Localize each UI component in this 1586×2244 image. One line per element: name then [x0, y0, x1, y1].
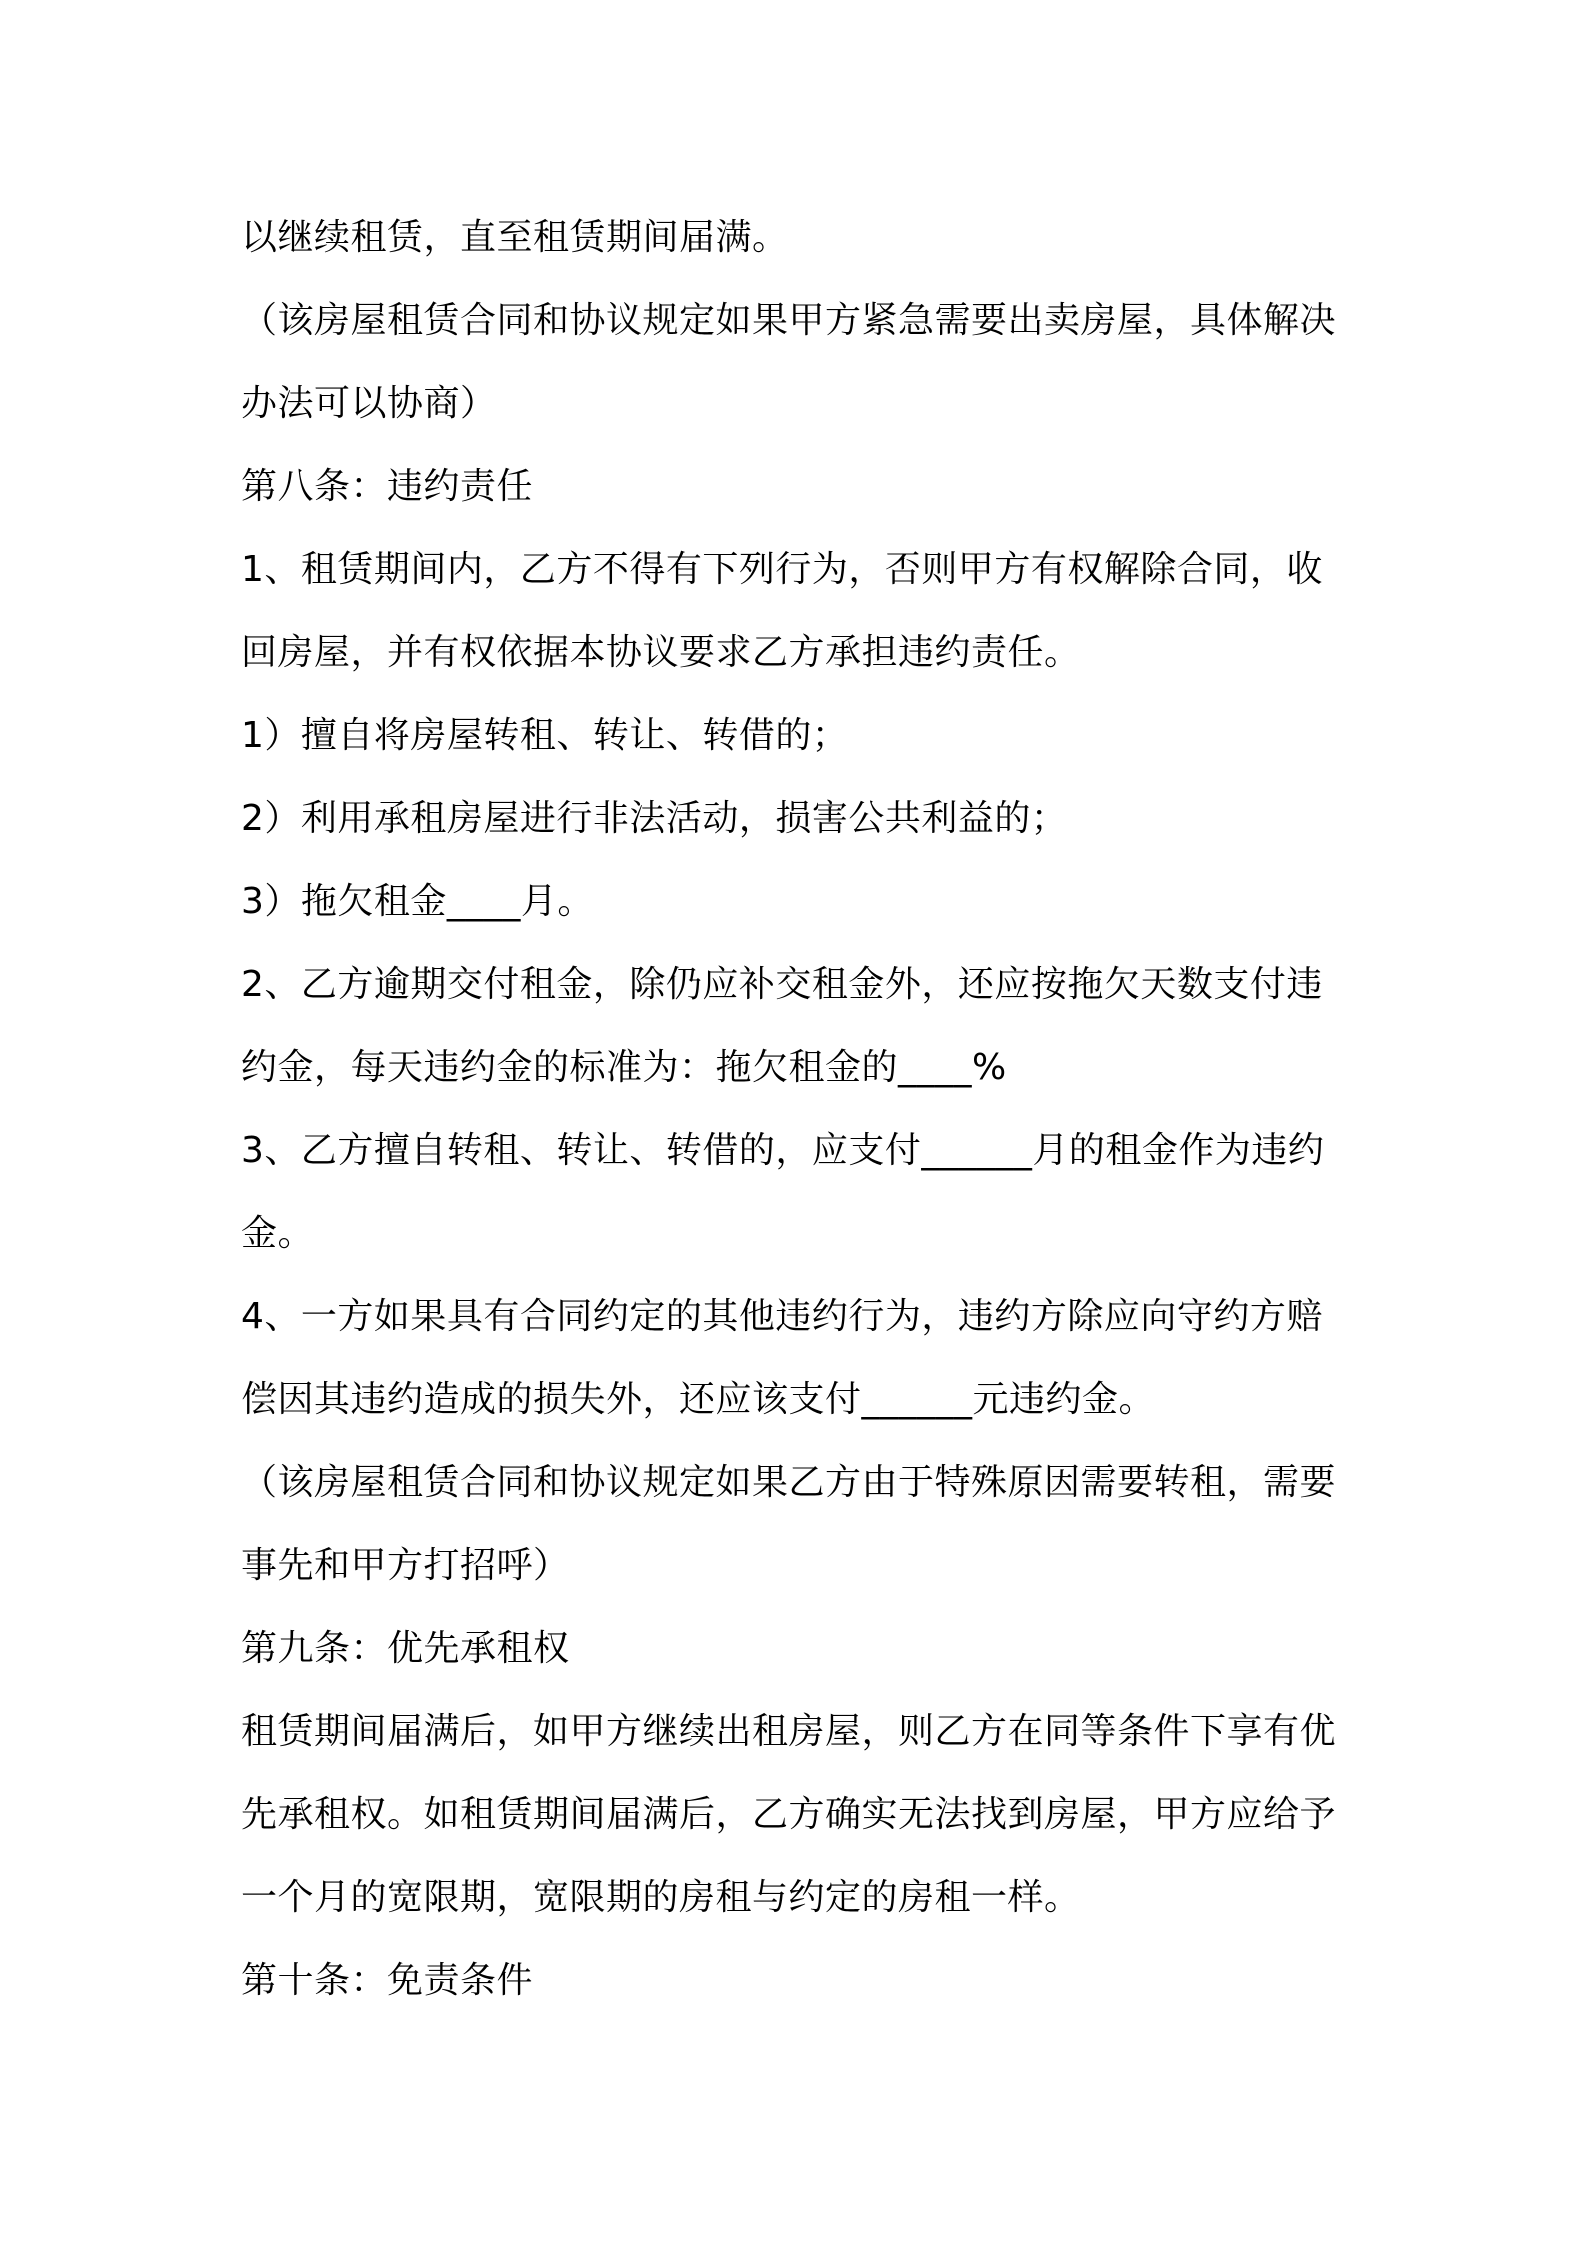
clause-line: 3、乙方擅自转租、转让、转借的，应支付______月的租金作为违约 — [241, 1130, 1325, 1171]
clause-line: 2、乙方逾期交付租金，除仍应补交租金外，还应按拖欠天数支付违 — [241, 964, 1323, 1005]
paragraph-line: 以继续租赁，直至租赁期间届满。 — [241, 217, 789, 258]
clause-line: 偿因其违约造成的损失外，还应该支付______元违约金。 — [241, 1379, 1156, 1420]
note-line: 办法可以协商） — [241, 383, 497, 424]
note-line: 事先和甲方打招呼） — [241, 1545, 570, 1586]
note-line: （该房屋租赁合同和协议规定如果乙方由于特殊原因需要转租，需要 — [241, 1462, 1337, 1503]
article-heading-9: 第九条：优先承租权 — [241, 1628, 570, 1669]
clause-line: 约金，每天违约金的标准为：拖欠租金的____% — [241, 1047, 1007, 1088]
paragraph-line: 租赁期间届满后，如甲方继续出租房屋，则乙方在同等条件下享有优 — [241, 1711, 1337, 1752]
clause-line: 4、一方如果具有合同约定的其他违约行为，违约方除应向守约方赔 — [241, 1296, 1323, 1337]
paragraph-line: 先承租权。如租赁期间届满后，乙方确实无法找到房屋，甲方应给予 — [241, 1794, 1337, 1835]
contract-text — [241, 196, 1356, 2022]
sub-clause-line: 1）擅自将房屋转租、转让、转借的； — [241, 715, 849, 756]
clause-line: 1、租赁期间内，乙方不得有下列行为，否则甲方有权解除合同，收 — [241, 549, 1323, 590]
article-heading-8: 第八条：违约责任 — [241, 466, 534, 507]
clause-line: 回房屋，并有权依据本协议要求乙方承担违约责任。 — [241, 632, 1081, 673]
clause-line: 金。 — [241, 1213, 315, 1254]
paragraph-line: 一个月的宽限期，宽限期的房租与约定的房租一样。 — [241, 1877, 1081, 1918]
article-heading-10: 第十条：免责条件 — [241, 1960, 534, 2001]
sub-clause-line: 3）拖欠租金____月。 — [241, 881, 594, 922]
note-line: （该房屋租赁合同和协议规定如果甲方紧急需要出卖房屋，具体解决 — [241, 300, 1337, 341]
sub-clause-line: 2）利用承租房屋进行非法活动，损害公共利益的； — [241, 798, 1068, 839]
